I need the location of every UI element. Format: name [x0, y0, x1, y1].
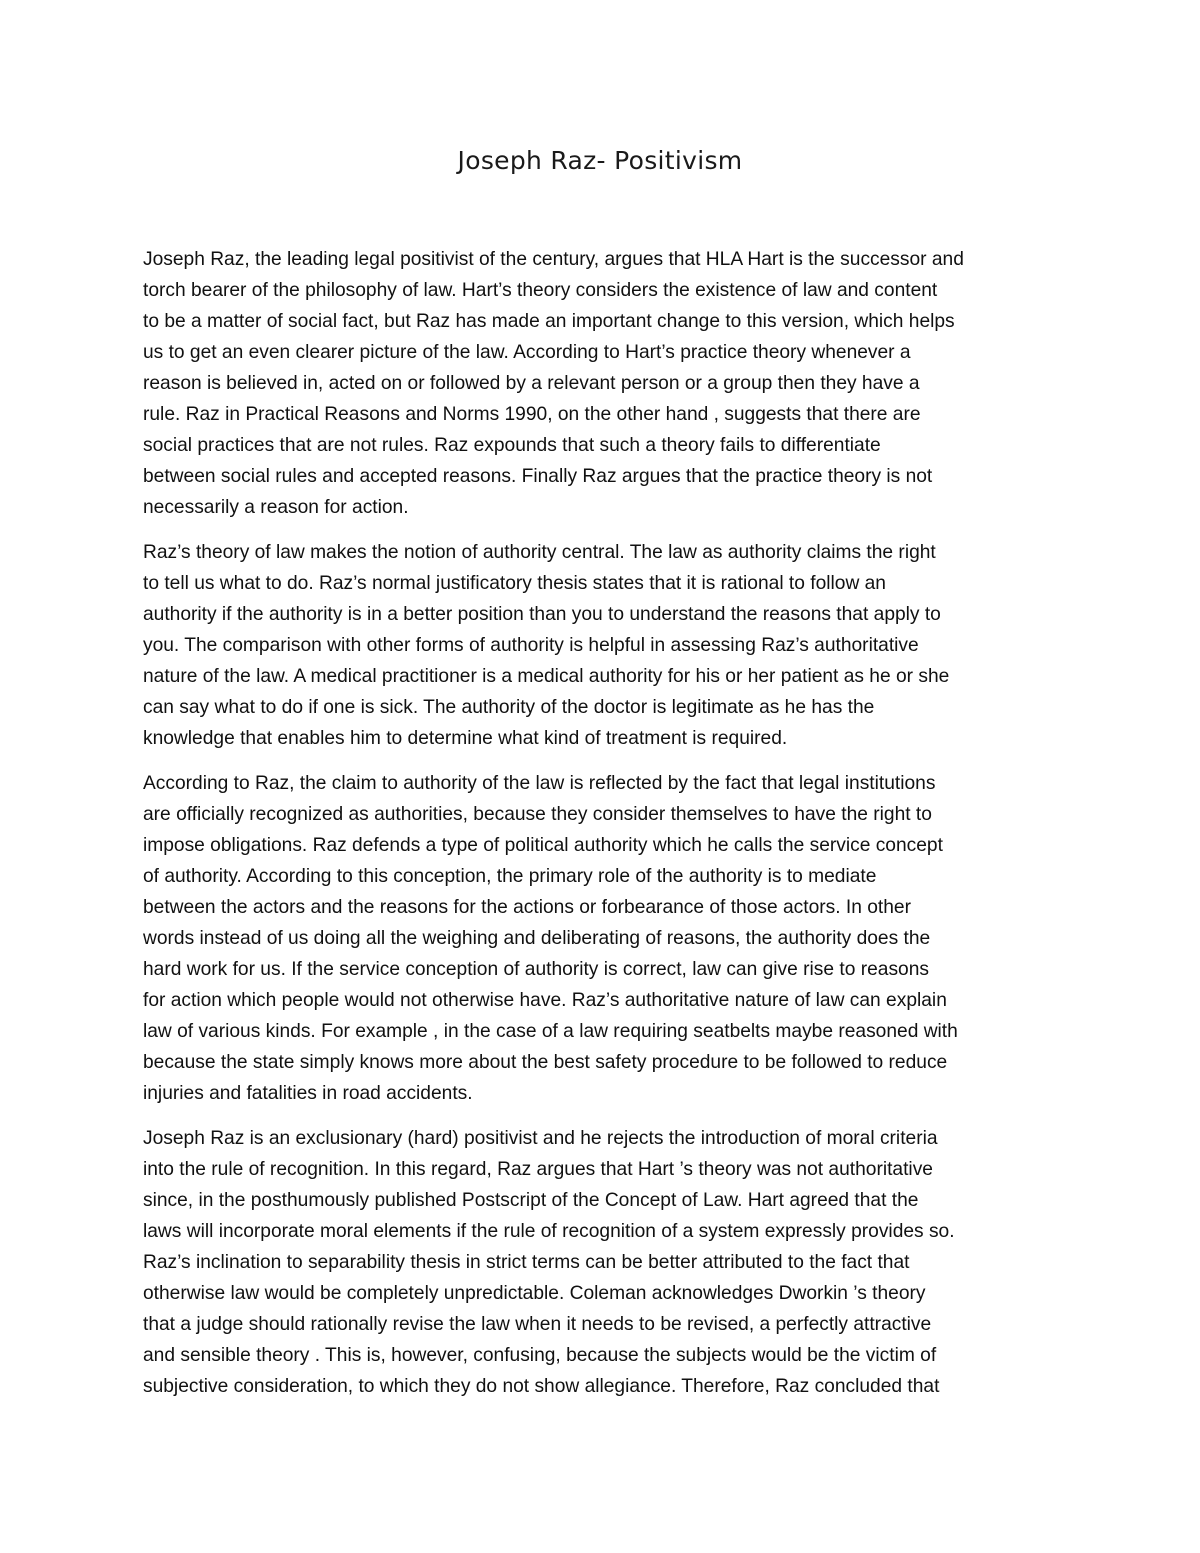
text-line: hard work for us. If the service conception of authority is correct, law can give rise to reasons — [143, 959, 929, 980]
text-line: law of various kinds. For example , in the case of a law requiring seatbelts maybe reasoned with — [143, 1021, 958, 1042]
text-line: that a judge should rationally revise the law when it needs to be revised, a perfectly attractive — [143, 1314, 932, 1335]
document-title: Joseph Raz- Positivism — [457, 146, 743, 175]
text-line: Raz’s theory of law makes the notion of authority central. The law as authority claims the right — [143, 542, 936, 563]
text-line: otherwise law would be completely unpredictable. Coleman acknowledges Dworkin ’s theory — [143, 1283, 926, 1304]
text-line: knowledge that enables him to determine what kind of treatment is required. — [143, 728, 788, 749]
paragraph-4 — [143, 1123, 1063, 1402]
text-line: laws will incorporate moral elements if the rule of recognition of a system expressly provides so. — [143, 1221, 955, 1242]
paragraph-3 — [143, 768, 1063, 1109]
text-line: because the state simply knows more about the best safety procedure to be followed to reduce — [143, 1052, 948, 1073]
text-line: into the rule of recognition. In this regard, Raz argues that Hart ’s theory was not authoritative — [143, 1159, 933, 1180]
paragraph-1 — [143, 244, 1063, 523]
text-line: of authority. According to this conception, the primary role of the authority is to mediate — [143, 866, 877, 887]
text-line: Joseph Raz is an exclusionary (hard) positivist and he rejects the introduction of moral criteria — [143, 1128, 938, 1149]
paragraph-2 — [143, 537, 1063, 754]
text-line: According to Raz, the claim to authority of the law is reflected by the fact that legal institutions — [143, 773, 936, 794]
document-body — [143, 244, 1063, 1416]
text-line: and sensible theory . This is, however, confusing, because the subjects would be the victim of — [143, 1345, 937, 1366]
text-line: nature of the law. A medical practitioner is a medical authority for his or her patient as he or she — [143, 666, 950, 687]
text-line: between the actors and the reasons for the actions or forbearance of those actors. In other — [143, 897, 911, 918]
text-line: authority if the authority is in a better position than you to understand the reasons that apply to — [143, 604, 941, 625]
text-line: Raz’s inclination to separability thesis in strict terms can be better attributed to the fact that — [143, 1252, 910, 1273]
text-line: reason is believed in, acted on or followed by a relevant person or a group then they have a — [143, 373, 920, 394]
text-line: rule. Raz in Practical Reasons and Norms 1990, on the other hand , suggests that there are — [143, 404, 921, 425]
text-line: subjective consideration, to which they do not show allegiance. Therefore, Raz concluded that — [143, 1376, 940, 1397]
text-line: to be a matter of social fact, but Raz has made an important change to this version, which helps — [143, 311, 955, 332]
text-line: words instead of us doing all the weighing and deliberating of reasons, the authority does the — [143, 928, 931, 949]
text-line: to tell us what to do. Raz’s normal justificatory thesis states that it is rational to follow an — [143, 573, 886, 594]
text-line: injuries and fatalities in road accidents. — [143, 1083, 473, 1104]
text-line: necessarily a reason for action. — [143, 497, 409, 518]
text-line: since, in the posthumously published Postscript of the Concept of Law. Hart agreed that the — [143, 1190, 919, 1211]
text-line: can say what to do if one is sick. The authority of the doctor is legitimate as he has the — [143, 697, 875, 718]
text-line: social practices that are not rules. Raz expounds that such a theory fails to differentiate — [143, 435, 881, 456]
text-line: for action which people would not otherwise have. Raz’s authoritative nature of law can explain — [143, 990, 947, 1011]
text-line: impose obligations. Raz defends a type of political authority which he calls the service concept — [143, 835, 943, 856]
text-line: you. The comparison with other forms of authority is helpful in assessing Raz’s authoritative — [143, 635, 919, 656]
text-line: torch bearer of the philosophy of law. Hart’s theory considers the existence of law and content — [143, 280, 938, 301]
text-line: are officially recognized as authorities, because they consider themselves to have the right to — [143, 804, 932, 825]
text-line: Joseph Raz, the leading legal positivist of the century, argues that HLA Hart is the successor and — [143, 249, 964, 270]
text-line: between social rules and accepted reasons. Finally Raz argues that the practice theory is not — [143, 466, 933, 487]
text-line: us to get an even clearer picture of the law. According to Hart’s practice theory whenever a — [143, 342, 911, 363]
